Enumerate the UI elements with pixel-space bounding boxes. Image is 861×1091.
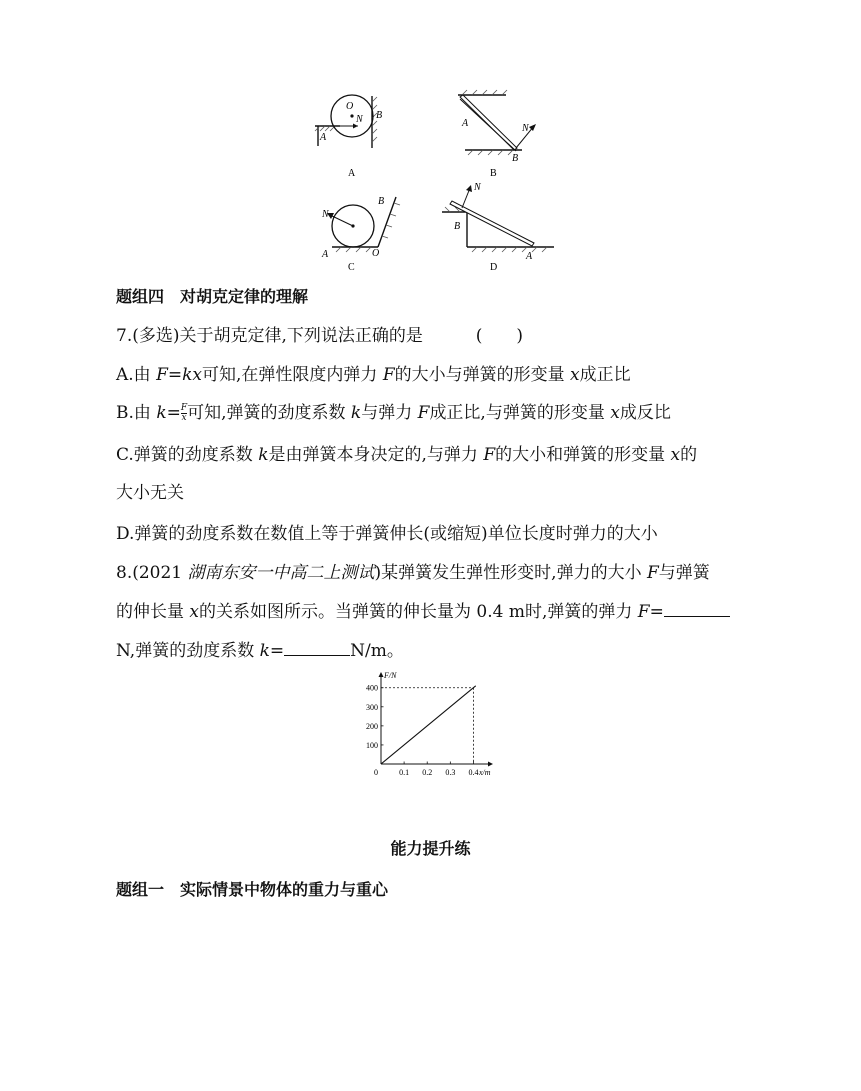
q7-b-var-x: x — [610, 403, 620, 423]
q7-b-frac-den: x — [181, 413, 187, 423]
fig-c-label-o: O — [372, 248, 380, 259]
q8-l3-unit: N/m。 — [350, 641, 404, 661]
fig-a-label-n: N — [356, 114, 363, 125]
fig-d-caption: D — [490, 262, 498, 273]
q8-line2 — [116, 597, 730, 622]
q7-option-b[interactable] — [116, 398, 671, 423]
q7-b-prefix: B.由 — [116, 403, 157, 423]
q7-a-var-x: x — [570, 365, 580, 385]
q7-a-text2: 的大小与弹簧的形变量 — [394, 365, 571, 385]
fig-b-label-a: A — [462, 118, 469, 129]
figure-a — [315, 95, 382, 179]
fig-a-label-a: A — [320, 132, 327, 143]
q7-b-var-f: F — [417, 403, 430, 423]
figure-d — [442, 182, 554, 273]
y-tick-label: 200 — [366, 721, 378, 731]
fig-c-label-b: B — [378, 196, 385, 207]
q8-text1: )某弹簧发生弹性形变时,弹力的大小 — [374, 563, 647, 583]
q7-c-prefix: C.弹簧的劲度系数 — [116, 445, 259, 465]
x-tick-label: 0.3 — [445, 768, 456, 777]
q8-l2-text1: 的伸长量 — [116, 602, 190, 622]
q7-b-frac-num: F — [180, 403, 188, 413]
origin-label: 0 — [374, 768, 378, 777]
force-diagrams — [300, 84, 560, 274]
fig-b-label-b: B — [512, 153, 519, 164]
section1-heading: 题组一 实际情景中物体的重力与重心 — [116, 880, 389, 899]
figure-c — [321, 196, 400, 273]
y-axis-label: F/N — [384, 672, 397, 680]
q8-l2-text2: 的关系如图所示。当弹簧的伸长量为 0.4 m时,弹簧的弹力 — [199, 602, 638, 622]
q8-l3-k-eq: k= — [259, 641, 285, 661]
q7-c-text2: 的大小和弹簧的形变量 — [495, 445, 671, 465]
q7-c-text1: 是由弹簧本身决定的,与弹力 — [268, 445, 484, 465]
q7-b-k-eq: k= — [156, 403, 181, 423]
q8-line1 — [116, 558, 710, 583]
q8-text2: 与弹簧 — [658, 563, 710, 583]
q7-stem-text: 7.(多选)关于胡克定律,下列说法正确的是 — [116, 326, 423, 346]
q7-answer-paren: ( ) — [475, 326, 523, 346]
fig-d-label-b: B — [454, 221, 461, 232]
x-axis-arrow — [488, 762, 493, 767]
q7-a-var-f: F — [382, 365, 395, 385]
figure-b — [458, 90, 536, 179]
q7-option-a[interactable] — [116, 360, 631, 385]
fig-b-caption: B — [490, 168, 497, 179]
q8-source: 湖南东安一中高二上测试 — [187, 563, 375, 583]
q7-option-c-line2: 大小无关 — [116, 483, 184, 503]
q7-b-text2: 与弹力 — [361, 403, 418, 423]
q7-b-text3: 成正比,与弹簧的形变量 — [429, 403, 611, 423]
x-tick-label: 0.1 — [399, 768, 410, 777]
q7-a-text3: 成正比 — [579, 365, 631, 385]
q8-line3 — [116, 636, 404, 661]
y-tick-label: 100 — [366, 740, 378, 750]
q7-b-text1: 可知,弹簧的劲度系数 — [187, 403, 351, 423]
x-tick-label: 0.4 — [468, 768, 479, 777]
fig-c-caption: C — [348, 262, 355, 273]
fig-a-label-o: O — [346, 101, 354, 112]
fig-c-label-a: A — [322, 249, 329, 260]
q7-stem — [116, 321, 523, 346]
section-title: 能力提升练 — [390, 839, 471, 858]
y-axis-arrow — [379, 672, 384, 677]
y-tick-label: 300 — [366, 702, 378, 712]
fig-b-label-n: N — [522, 123, 529, 134]
fig-a-label-b: B — [376, 110, 383, 121]
y-tick-label: 400 — [366, 683, 378, 693]
q7-option-d[interactable]: D.弹簧的劲度系数在数值上等于弹簧伸长(或缩短)单位长度时弹力的大小 — [116, 524, 658, 544]
q8-l3-text1: N,弹簧的劲度系数 — [116, 641, 260, 661]
q7-b-var-k: k — [350, 403, 362, 423]
fig-d-label-a: A — [526, 251, 533, 262]
q7-c-var-x: x — [670, 445, 681, 465]
q8-l2-f-eq: F= — [637, 602, 664, 622]
fig-c-label-n: N — [322, 209, 329, 220]
q7-c-var-k: k — [258, 445, 269, 465]
q8-prefix: 8.(2021 — [116, 563, 188, 583]
q7-a-formula: F=kx — [156, 365, 203, 385]
section4-heading: 题组四 对胡克定律的理解 — [116, 287, 309, 306]
q8-var-f: F — [646, 563, 659, 583]
q7-option-c[interactable] — [116, 440, 697, 465]
q8-blank-stiffness[interactable] — [284, 641, 350, 656]
fig-d-label-n: N — [474, 182, 481, 193]
q7-a-prefix: A.由 — [116, 365, 157, 385]
q8-blank-force[interactable] — [664, 602, 730, 617]
q7-b-text4: 成反比 — [619, 403, 671, 423]
q7-a-text1: 可知,在弹性限度内弹力 — [202, 365, 383, 385]
q7-c-var-f: F — [483, 445, 496, 465]
force-extension-chart — [355, 672, 495, 782]
series-line — [381, 686, 476, 764]
x-axis-label: x/m — [479, 768, 491, 777]
x-tick-label: 0.2 — [422, 768, 433, 777]
fig-a-caption: A — [348, 168, 356, 179]
q7-c-text3: 的 — [680, 445, 698, 465]
q8-l2-var-x: x — [189, 602, 199, 622]
